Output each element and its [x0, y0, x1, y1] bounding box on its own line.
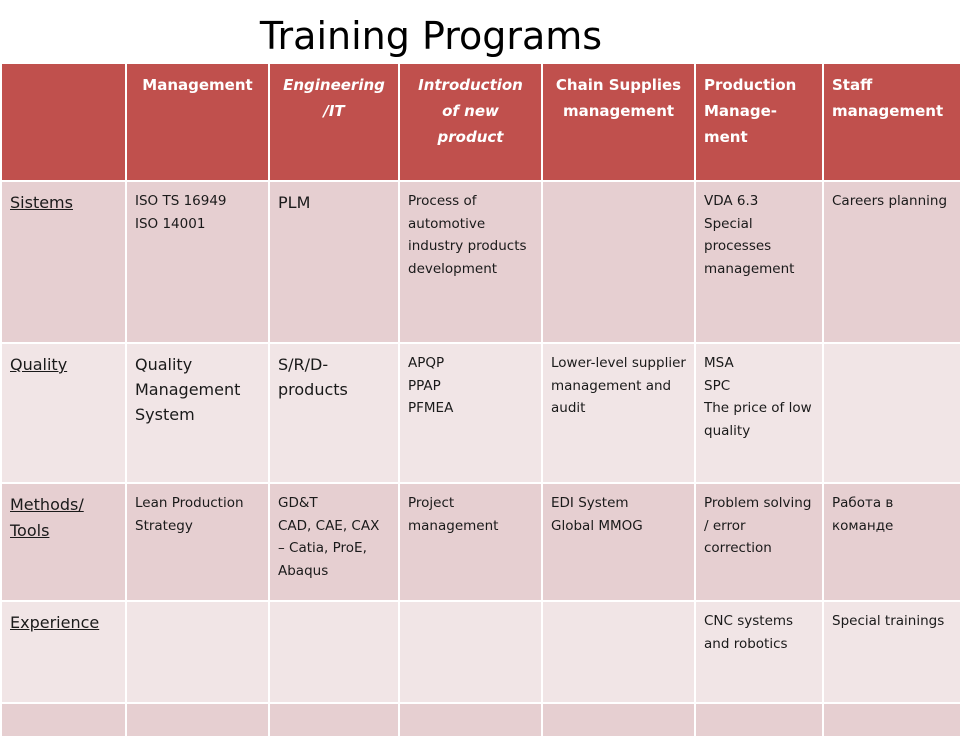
table-cell	[542, 181, 695, 343]
table-cell	[542, 601, 695, 703]
cell-line: GD&T	[278, 495, 318, 511]
table-cell	[269, 181, 399, 343]
table-cell	[695, 703, 823, 737]
table-cell	[823, 703, 960, 737]
table-cell	[126, 703, 269, 737]
table-cell	[399, 703, 542, 737]
cell-line: Quality Management System	[135, 355, 241, 424]
table-row	[1, 703, 960, 737]
table-row	[1, 483, 960, 601]
cell-line: PPAP	[408, 377, 441, 394]
cell-line: APQP	[408, 355, 445, 371]
header-staff-management: Staff management	[823, 63, 960, 181]
table-cell	[399, 483, 542, 601]
table-cell	[269, 703, 399, 737]
header-row	[1, 63, 960, 181]
header-production-management: Production Manage-ment	[695, 63, 823, 181]
table-cell	[126, 601, 269, 703]
table-cell	[1, 703, 126, 737]
table-cell	[823, 483, 960, 601]
cell-line: S/R/D-products	[278, 355, 348, 399]
table-cell	[269, 343, 399, 483]
cell-line: Process of automotive industry products development	[408, 193, 527, 277]
cell-line: EDI System	[551, 495, 629, 511]
cell-line: Special trainings	[832, 613, 945, 629]
table-cell	[823, 181, 960, 343]
table-cell	[399, 181, 542, 343]
table-cell	[542, 343, 695, 483]
page-title: Training Programs	[259, 14, 603, 58]
table-cell	[823, 343, 960, 483]
table-cell	[126, 483, 269, 601]
cell-line: Lower-level supplier management and audit	[551, 355, 686, 416]
cell-line: CNC systems and robotics	[704, 613, 794, 652]
cell-line: PLM	[278, 193, 311, 212]
table-cell	[542, 483, 695, 601]
header-introduction-new-product: Introduction of new product	[399, 63, 542, 181]
row-label-sistems: Sistems	[1, 181, 126, 343]
cell-line: PFMEA	[408, 400, 454, 416]
row-label-methods-tools: Methods/ Tools	[1, 483, 126, 601]
table-cell	[269, 601, 399, 703]
cell-line: Project management	[408, 495, 499, 534]
table-cell	[695, 343, 823, 483]
header-corner	[1, 63, 126, 181]
table-cell	[695, 181, 823, 343]
header-engineering-it: Engineering /IT	[269, 63, 399, 181]
table-cell	[542, 703, 695, 737]
table-cell	[399, 601, 542, 703]
table-row	[1, 343, 960, 483]
row-label-quality: Quality	[1, 343, 126, 483]
cell-line: VDA 6.3	[704, 193, 759, 209]
table-cell	[695, 601, 823, 703]
header-chain-supplies: Chain Supplies management	[542, 63, 695, 181]
table-cell	[823, 601, 960, 703]
cell-line: Global MMOG	[551, 517, 643, 534]
table-cell	[399, 343, 542, 483]
cell-line: Careers planning	[832, 193, 948, 209]
cell-line: Problem solving / error correction	[704, 495, 812, 556]
table-row	[1, 601, 960, 703]
cell-line: MSA	[704, 355, 734, 371]
cell-line: Работа в команде	[832, 495, 894, 534]
cell-line: ISO TS 16949	[135, 193, 227, 209]
cell-line: The price of low quality	[704, 400, 812, 439]
row-label-experience: Experience	[1, 601, 126, 703]
header-management: Management	[126, 63, 269, 181]
cell-line: ISO 14001	[135, 215, 206, 232]
table-cell	[269, 483, 399, 601]
cell-line: Lean Production Strategy	[135, 495, 244, 534]
table-row	[1, 181, 960, 343]
training-programs-table	[0, 62, 960, 738]
cell-line: SPC	[704, 377, 731, 394]
cell-line: Special processes management	[704, 215, 795, 277]
table-cell	[126, 181, 269, 343]
table-cell	[695, 483, 823, 601]
table-cell	[126, 343, 269, 483]
cell-line: CAD, CAE, CAX – Catia, ProE, Abaqus	[278, 517, 380, 579]
